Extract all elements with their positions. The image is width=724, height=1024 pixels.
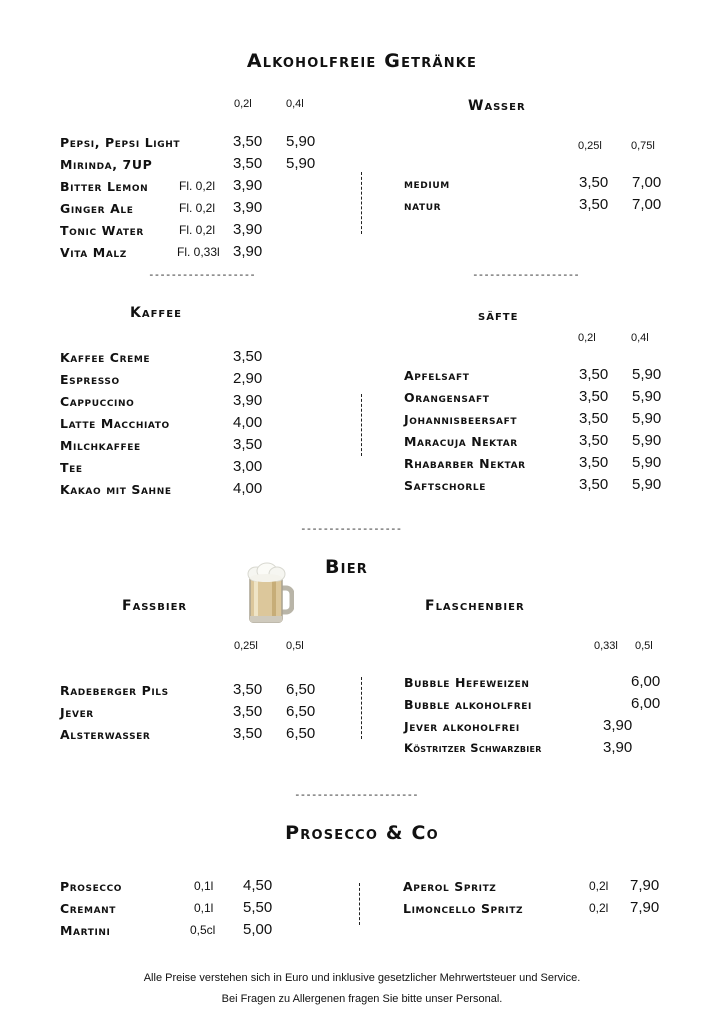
menu-item-row (0, 243, 724, 263)
item-name: Martini (60, 923, 111, 938)
item-price: 7,90 (630, 877, 660, 894)
item-name: Tee (60, 460, 83, 475)
size-header-saefte-1: 0,2l (578, 332, 596, 344)
item-size: Fl. 0,2l (179, 223, 216, 237)
item-size: 0,1l (194, 901, 214, 915)
size-header-saefte-2: 0,4l (631, 332, 649, 344)
item-name: Kaffee Creme (60, 350, 151, 365)
size-header-softdrinks-1: 0,2l (234, 98, 252, 110)
item-price: 3,50 (579, 432, 609, 449)
item-name: Jever (60, 705, 94, 720)
item-name: Bitter Lemon (60, 179, 149, 194)
menu-item-row (0, 739, 724, 759)
item-price: 5,90 (286, 155, 316, 172)
section-title-prosecco: Prosecco & Co (285, 822, 439, 844)
size-header-wasser-1: 0,25l (578, 140, 602, 152)
menu-item-row (0, 155, 724, 175)
size-header-fass-1: 0,25l (234, 640, 258, 652)
menu-item-row (0, 410, 724, 430)
item-price: 3,90 (233, 392, 263, 409)
item-price: 3,90 (603, 739, 633, 756)
item-price: 3,90 (233, 199, 263, 216)
separator: ------------------ (300, 522, 402, 535)
item-name: Limoncello Spritz (403, 901, 524, 916)
item-price: 6,50 (286, 703, 316, 720)
item-size: 0,1l (194, 879, 214, 893)
item-name: Saftschorle (404, 478, 486, 493)
item-name: Milchkaffee (60, 438, 141, 453)
item-price: 5,90 (632, 476, 662, 493)
item-name: Apfelsaft (404, 368, 470, 383)
item-price: 3,90 (233, 221, 263, 238)
item-price: 3,50 (579, 366, 609, 383)
section-title-fassbier: Fassbier (122, 598, 188, 614)
beer-mug-icon (246, 562, 294, 624)
item-name: Alsterwasser (60, 727, 151, 742)
item-size: 0,2l (589, 879, 609, 893)
item-price: 5,90 (632, 366, 662, 383)
item-price: 6,00 (631, 695, 661, 712)
section-title-wasser: Wasser (468, 98, 526, 114)
item-price: 5,90 (632, 410, 662, 427)
footer-prices-note: Alle Preise verstehen sich in Euro und inklusive gesetzlicher Mehrwertsteuer und Service. (143, 972, 581, 984)
menu-item-row (0, 133, 724, 153)
size-header-flasche-2: 0,5l (635, 640, 653, 652)
item-name: Köstritzer Schwarzbier (404, 741, 542, 755)
item-price: 5,90 (632, 454, 662, 471)
item-price: 3,50 (579, 174, 609, 191)
item-price: 2,90 (233, 370, 263, 387)
item-name: Johannisbeersaft (404, 412, 518, 427)
item-name: Latte Macchiato (60, 416, 170, 431)
section-title-saefte: säfte (478, 308, 519, 324)
section-title-flaschenbier: Flaschenbier (425, 598, 525, 614)
item-name: medium (404, 176, 450, 191)
menu-item-row (0, 673, 724, 693)
size-header-softdrinks-2: 0,4l (286, 98, 304, 110)
item-price: 5,00 (243, 921, 273, 938)
item-name: Bubble Hefeweizen (404, 675, 530, 690)
section-title-bier: Bier (325, 556, 369, 578)
item-size: 0,5cl (190, 923, 216, 937)
item-price: 5,50 (243, 899, 273, 916)
item-price: 3,50 (579, 196, 609, 213)
separator: ---------------------- (294, 788, 418, 801)
item-price: 3,50 (233, 348, 263, 365)
item-name: Mirinda, 7UP (60, 157, 153, 172)
size-header-flasche-1: 0,33l (594, 640, 618, 652)
item-size: Fl. 0,2l (179, 201, 216, 215)
item-name: Pepsi, Pepsi Light (60, 135, 181, 150)
menu-item-row (0, 388, 724, 408)
item-name: Jever alkoholfrei (404, 719, 520, 734)
menu-item-row (0, 454, 724, 474)
item-price: 3,50 (579, 454, 609, 471)
item-price: 6,00 (631, 673, 661, 690)
separator: ------------------- (472, 268, 579, 281)
menu-item-row (0, 476, 724, 496)
item-price: 7,90 (630, 899, 660, 916)
item-price: 3,90 (603, 717, 633, 734)
menu-item-row (0, 717, 724, 737)
item-size: 0,2l (589, 901, 609, 915)
item-name: Espresso (60, 372, 120, 387)
menu-item-row (0, 432, 724, 452)
menu-item-row (0, 174, 724, 194)
menu-item-row (0, 695, 724, 715)
item-price: 4,00 (233, 480, 263, 497)
item-price: 3,90 (233, 177, 263, 194)
item-price: 3,50 (579, 476, 609, 493)
item-name: Cremant (60, 901, 117, 916)
item-price: 3,50 (233, 155, 263, 172)
menu-item-row (0, 348, 724, 368)
item-price: 5,90 (632, 388, 662, 405)
item-name: Kakao mit Sahne (60, 482, 172, 497)
item-name: Bubble alkoholfrei (404, 697, 533, 712)
separator: ------------------- (148, 268, 255, 281)
item-price: 3,50 (233, 703, 263, 720)
section-title-alkoholfrei: Alkoholfreie Getränke (246, 50, 478, 72)
item-name: Cappuccino (60, 394, 135, 409)
size-header-wasser-2: 0,75l (631, 140, 655, 152)
item-price: 3,50 (579, 410, 609, 427)
section-title-kaffee: Kaffee (130, 305, 182, 321)
item-name: Prosecco (60, 879, 123, 894)
item-name: Maracuja Nektar (404, 434, 518, 449)
item-price: 3,00 (233, 458, 263, 475)
item-price: 6,50 (286, 681, 316, 698)
footer-allergen-note: Bei Fragen zu Allergenen fragen Sie bitte unser Personal. (221, 993, 503, 1005)
item-price: 3,50 (233, 681, 263, 698)
size-header-fass-2: 0,5l (286, 640, 304, 652)
item-price: 7,00 (632, 196, 662, 213)
item-size: Fl. 0,33l (177, 245, 220, 259)
item-price: 3,50 (233, 436, 263, 453)
menu-item-row (0, 196, 724, 216)
menu-item-row (0, 366, 724, 386)
item-name: Orangensaft (404, 390, 490, 405)
item-name: natur (404, 198, 442, 213)
item-price: 3,50 (233, 725, 263, 742)
item-name: Radeberger Pils (60, 683, 169, 698)
item-name: Aperol Spritz (403, 879, 497, 894)
menu-item-row (0, 899, 724, 919)
item-name: Rhabarber Nektar (404, 456, 526, 471)
item-name: Vita Malz (60, 245, 127, 260)
item-name: Tonic Water (60, 223, 144, 238)
item-size: Fl. 0,2l (179, 179, 216, 193)
item-price: 5,90 (286, 133, 316, 150)
item-price: 6,50 (286, 725, 316, 742)
menu-item-row (0, 921, 724, 941)
item-price: 3,90 (233, 243, 263, 260)
item-price: 5,90 (632, 432, 662, 449)
menu-item-row (0, 877, 724, 897)
item-price: 4,00 (233, 414, 263, 431)
item-name: Ginger Ale (60, 201, 134, 216)
item-price: 7,00 (632, 174, 662, 191)
menu-item-row (0, 221, 724, 241)
item-price: 3,50 (233, 133, 263, 150)
item-price: 3,50 (579, 388, 609, 405)
item-price: 4,50 (243, 877, 273, 894)
